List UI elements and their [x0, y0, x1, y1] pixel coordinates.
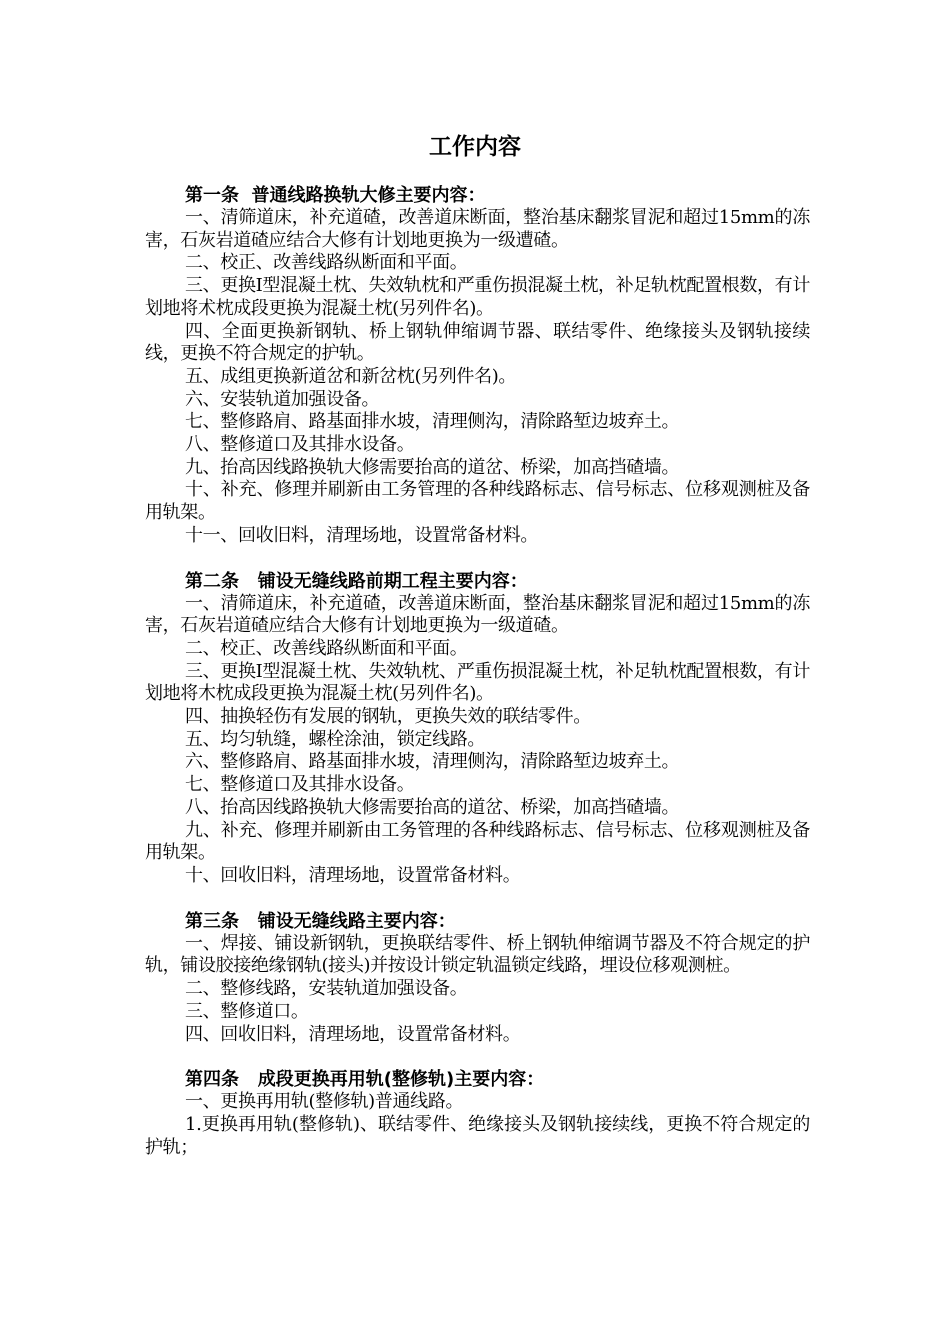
list-item: 三、更换Ⅰ型混凝土枕、失效轨枕、严重伤损混凝土枕，补足轨枕配置根数，有计划地将木枕成段更换为混凝土枕(另列件名)。	[145, 660, 810, 705]
list-item: 四、抽换轻伤有发展的钢轨，更换失效的联结零件。	[185, 706, 591, 728]
list-item: 八、抬高因线路换轨大修需要抬高的道岔、桥梁，加高挡碴墙。	[185, 796, 680, 818]
list-item: 五、均匀轨缝，螺栓涂油，锁定线路。	[185, 728, 486, 750]
section-article-3	[145, 910, 810, 1047]
list-item: 二、校正、改善线路纵断面和平面。	[185, 252, 468, 274]
list-item: 九、抬高因线路换轨大修需要抬高的道岔、桥梁，加高挡碴墙。	[185, 456, 680, 478]
list-item: 七、整修道口及其排水设备。	[185, 774, 415, 796]
list-item: 三、更换Ⅰ型混凝土枕、失效轨枕和严重伤损混凝土枕，补足轨枕配置根数，有计划地将术枕成段更换为混凝土枕(另列件名)。	[145, 275, 810, 319]
list-item: 1.更换再用轨(整修轨)、联结零件、绝缘接头及钢轨接续线，更换不符合规定的护轨；	[145, 1113, 810, 1158]
document-title: 工作内容	[429, 134, 521, 160]
section-article-1	[145, 184, 810, 548]
document-body	[145, 184, 810, 1181]
section-article-2	[145, 570, 810, 888]
section-heading: 第四条 成段更换再用轨(整修轨)主要内容：	[185, 1069, 545, 1091]
list-item: 六、整修路肩、路基面排水坡，清理侧沟，清除路堑边坡弃土。	[185, 751, 680, 773]
list-item: 二、校正、改善线路纵断面和平面。	[185, 637, 468, 659]
section-heading: 第一条 普通线路换轨大修主要内容：	[185, 185, 486, 206]
list-item: 五、成组更换新道岔和新岔枕(另列件名)。	[185, 365, 517, 387]
list-item: 三、整修道口。	[185, 1000, 309, 1022]
list-item: 十、补充、修理并刷新由工务管理的各种线路标志、信号标志、位移观测桩及备用轨架。	[145, 479, 810, 524]
list-item: 四、全面更换新钢轨、桥上钢轨伸缩调节器、联结零件、绝缘接头及钢轨接续线，更换不符合规定的护轨。	[145, 320, 810, 365]
list-item: 四、回收旧料，清理场地，设置常备材料。	[185, 1023, 521, 1045]
section-article-4	[145, 1068, 810, 1159]
list-item: 一、焊接、铺设新钢轨，更换联结零件、桥上钢轨伸缩调节器及不符合规定的护轨，铺设胶接绝缘钢轨(接头)并按设计锁定轨温锁定线路，埋设位移观测桩。	[145, 932, 810, 977]
list-item: 二、整修线路，安装轨道加强设备。	[185, 978, 468, 1000]
list-item: 九、补充、修理并刷新由工务管理的各种线路标志、信号标志、位移观测桩及备用轨架。	[145, 819, 810, 864]
list-item: 一、清筛道床，补充道碴，改善道床断面，整治基床翻浆冒泥和超过15mm的冻害，石灰岩道碴应结合大修有计划地更换为一级遭碴。	[145, 207, 810, 251]
list-item: 六、安装轨道加强设备。	[185, 388, 380, 410]
list-item: 十、回收旧料，清理场地，设置常备材料。	[185, 864, 521, 886]
section-heading: 第二条 铺设无缝线路前期工程主要内容：	[185, 570, 528, 592]
list-item: 一、更换再用轨(整修轨)普通线路。	[185, 1091, 464, 1113]
list-item: 十一、回收旧料，清理场地，设置常备材料。	[185, 524, 538, 546]
section-heading: 第三条 铺设无缝线路主要内容：	[185, 910, 456, 932]
list-item: 八、整修道口及其排水设备。	[185, 434, 415, 456]
list-item: 一、清筛道床，补充道碴，改善道床断面，整治基床翻浆冒泥和超过15mm的冻害，石灰岩道碴应结合大修有计划地更换为一级道碴。	[145, 592, 810, 637]
list-item: 七、整修路肩、路基面排水坡，清理侧沟，清除路堑边坡弃土。	[185, 411, 680, 433]
